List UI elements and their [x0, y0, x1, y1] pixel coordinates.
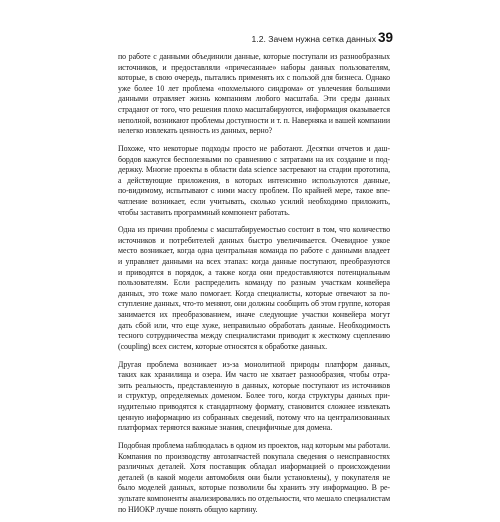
page-number: 39	[377, 30, 393, 45]
text-line: тесного сотрудничества между специалистами приводит к жесткому сцеплению	[118, 331, 390, 341]
text-line: чтобы заставить программный компонент работать.	[118, 207, 290, 217]
paragraph	[118, 144, 390, 218]
text-line: страдают от того, что решения плохо масштабируются, информация оказывается	[118, 104, 390, 114]
text-line: различных деталей. Хотя поставщик обладал информацией о происхождении	[118, 462, 390, 472]
text-line: Похоже, что некоторые подходы просто не работают. Десятки отчетов и даш-	[118, 143, 390, 153]
paragraph	[118, 360, 390, 434]
text-line: занимается их преобразованием, иначе следующие участки конвейера могут	[118, 310, 390, 320]
text-line: Одна из причин проблемы с масштабируемостью состоит в том, что количество	[118, 225, 390, 235]
text-line: Подобная проблема наблюдалась в одном из проектов, над которым мы работали.	[118, 440, 390, 450]
paragraph	[118, 441, 390, 515]
text-line: деталей (в какой модели автомобиля они были установлены), у покупателя не	[118, 472, 390, 482]
text-line: ступление данных, что-то меняют, они должны сообщить об этом группе, которая	[118, 299, 390, 309]
text-line: нудительно приводятся к стандартному формату, становится сложнее извлекать	[118, 401, 390, 411]
text-line: по-видимому, испытывают с ними массу проблем. По крайней мере, такое впе-	[118, 186, 390, 196]
text-line: было моделей данных, которые позволили бы хранить эту информацию. В ре-	[118, 483, 390, 493]
text-line: уже более 10 лет проблема «похмельного синдрома» от увлечения большими	[118, 83, 390, 93]
text-line: и структур, определяемых доменом. Более того, когда структуры данных при-	[118, 391, 390, 401]
text-line: платформах теряются важные знания, специфичные для домена.	[118, 423, 333, 433]
text-line: которые, в свою очередь, пытались применять их с пользой для бизнеса. Однако	[118, 73, 390, 83]
text-line: неполной, возникают проблемы доступности и т. п. Наверняка и вашей компании	[118, 115, 390, 125]
text-line: бордов кажутся бесполезными по сравнению с затратами на их создание и под-	[118, 154, 390, 164]
text-line: данными отравляет жизнь компаниям любого масштаба. Эти среды данных	[118, 94, 390, 104]
page-header	[0, 30, 500, 50]
text-line: ценную информацию из собранных сведений, потому что на централизованных	[118, 412, 390, 422]
text-line: зить реальность, представленную в данных, которые поступают из источников	[118, 380, 390, 390]
text-line: держку. Многие проекты в области data science застревают на стадии прототипа,	[118, 165, 390, 175]
text-line: и приводятся в порядок, а также когда они предоставляются потенциальным	[118, 267, 390, 277]
text-line: и управляет данными на всех этапах: когда данные поступают, преобразуются	[118, 257, 390, 267]
text-line: (coupling) всех систем, которые относятся к обработке данных.	[118, 341, 328, 351]
paragraph	[118, 225, 390, 352]
text-line: место возникает, когда одна центральная команда по работе с данными владеет	[118, 246, 390, 256]
paragraph	[118, 52, 390, 137]
text-line: зультате компоненты анализировались по отдельности, что мешало специалистам	[118, 493, 390, 503]
running-header-title: 1.2. Зачем нужна сетка данных	[251, 34, 376, 44]
text-line: Другая проблема возникает из-за монолитной природы платформ данных,	[118, 359, 390, 369]
body-text	[118, 52, 390, 522]
text-line: источников и потребителей данных быстро увеличивается. Очевидное узкое	[118, 235, 390, 245]
text-line: Компания по производству автозапчастей покупала сведения о неисправностях	[118, 451, 390, 461]
text-line: источников, и предоставляли «причесанные» наборы данных пользователям,	[118, 62, 390, 72]
text-line: таких как хранилища и озера. Им часто не хватает разнообразия, чтобы отра-	[118, 370, 390, 380]
text-line: по работе с данными объединили данные, которые поступали из разнообразных	[118, 52, 390, 61]
text-line: дать сбой или, что еще хуже, неправильно обработать данные. Необходимость	[118, 320, 390, 330]
text-line: пользователям. Если распределить команду по разным участкам конвейера	[118, 278, 390, 288]
text-line: чатление возникает, если учитывать, сколько усилий необходимо приложить,	[118, 196, 390, 206]
text-line: а действующие приложения, в которых интенсивно используются данные,	[118, 175, 390, 185]
text-line: по НИОКР лучше понять общую картину.	[118, 504, 258, 514]
text-line: нелегко извлекать ценность из данных, верно?	[118, 126, 273, 136]
text-line: данных, это тоже мало помогает. Когда специалисты, которые отвечают за по-	[118, 288, 390, 298]
